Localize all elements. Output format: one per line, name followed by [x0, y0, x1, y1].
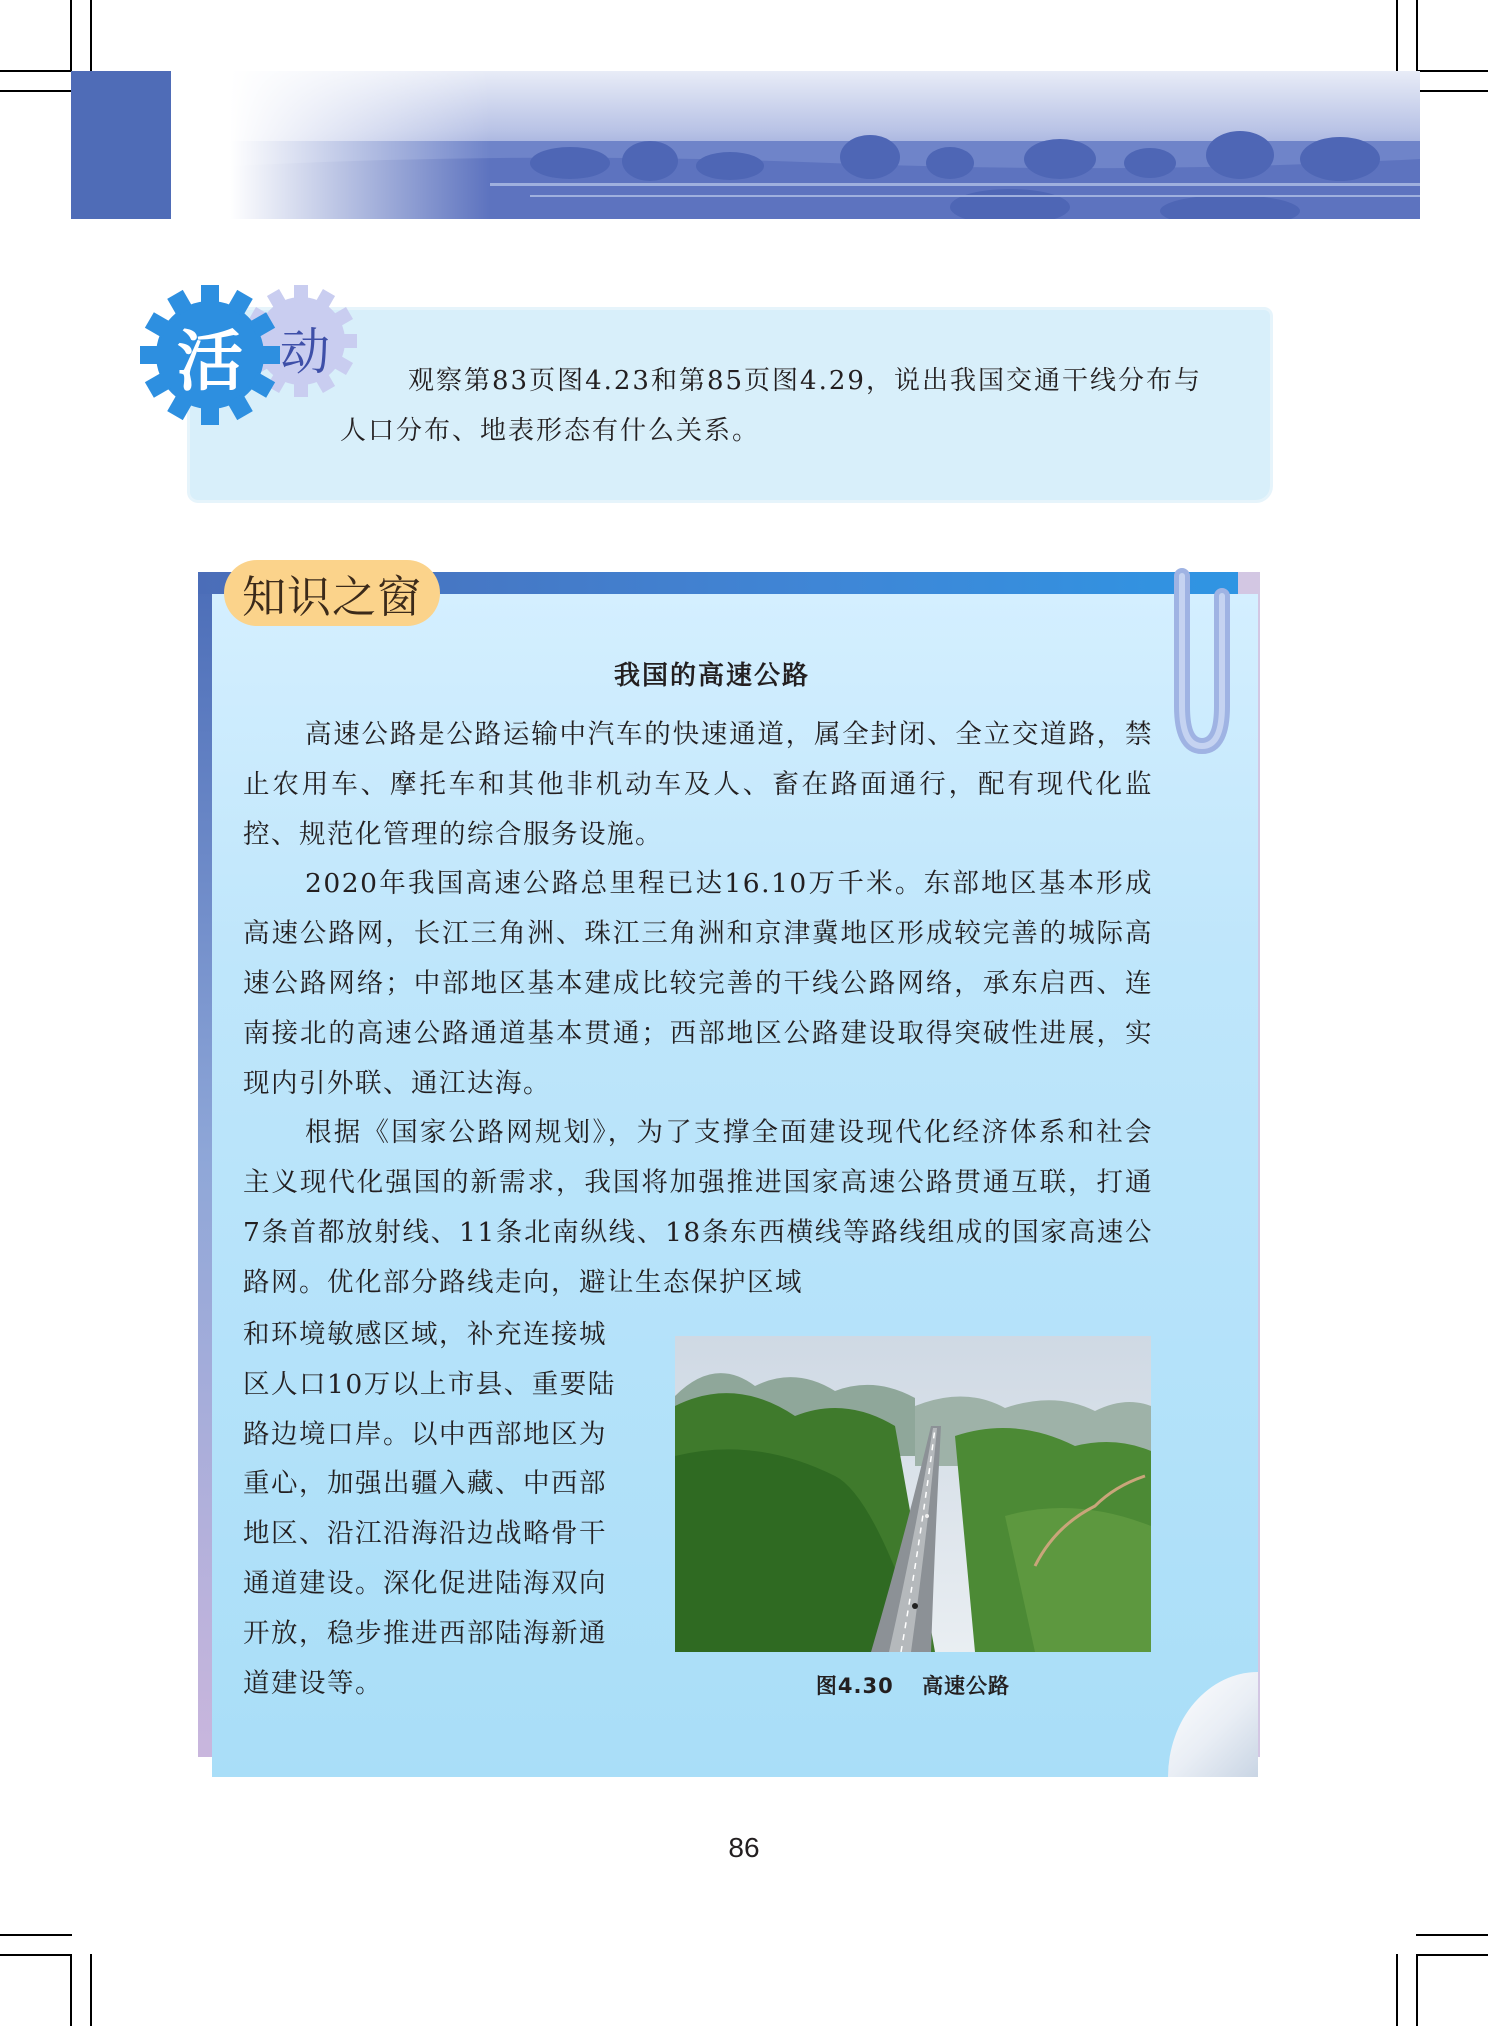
float-line: 区人口10万以上市县、重要陆 [243, 1368, 616, 1400]
activity-line-1: 观察第83页图4.23和第85页图4.29，说出我国交通干线分布与 [408, 366, 1202, 396]
float-line: 重心，加强出疆入藏、中西部 [243, 1468, 607, 1500]
knowledge-body [243, 710, 1153, 1308]
header-color-block [71, 71, 171, 219]
float-line: 通道建设。深化促进陆海双向 [243, 1567, 607, 1599]
highway-photo [675, 1336, 1151, 1652]
knowledge-paragraph-1: 高速公路是公路运输中汽车的快速通道，属全封闭、全立交道路，禁止农用车、摩托车和其他非机动车及人、畜在路面通行，配有现代化监控、规范化管理的综合服务设施。 [243, 719, 1153, 850]
activity-line-2: 人口分布、地表形态有什么关系。 [340, 416, 761, 446]
figure-caption [675, 1670, 1151, 1700]
figure-number: 图4.30 [815, 1674, 894, 1698]
float-line: 地区、沿江沿海沿边战略骨干 [243, 1518, 607, 1550]
float-line: 开放，稳步推进西部陆海新通 [243, 1617, 607, 1649]
figure-title: 高速公路 [922, 1674, 1011, 1698]
knowledge-panel-left-bar [198, 572, 212, 1757]
knowledge-paragraph-2: 2020年我国高速公路总里程已达16.10万千米。东部地区基本形成高速公路网，长江三角洲、珠江三角洲和京津冀地区形成较完善的城际高速公路网络；中部地区基本建成比较完善的干线公路网络，承东启西、连南接北的高速公路通道基本贯通；西部地区公路建设取得突破性进展，实现内引外联、通江达海。 [243, 868, 1153, 1099]
header-landscape-image [230, 71, 1420, 219]
knowledge-float-text [243, 1310, 653, 1708]
float-line: 和环境敏感区域，补充连接城 [243, 1319, 607, 1350]
float-line: 路边境口岸。以中西部地区为 [243, 1418, 607, 1450]
float-line: 道建设等。 [243, 1667, 383, 1699]
page-number: 86 [728, 1832, 760, 1863]
knowledge-title: 我国的高速公路 [613, 661, 810, 691]
activity-badge-big: 活 [177, 322, 243, 400]
knowledge-label: 知识之窗 [242, 572, 422, 623]
knowledge-paragraph-3: 根据《国家公路网规划》，为了支撑全面建设现代化经济体系和社会主义现代化强国的新需求，我国将加强推进国家高速公路贯通互联，打通7条首都放射线、11条北南纵线、18条东西横线等路线组成的国家高速公路网。优化部分路线走向，避让生态保护区域 [243, 1117, 1153, 1298]
activity-text [340, 356, 1240, 456]
activity-badge-small: 动 [280, 323, 330, 381]
